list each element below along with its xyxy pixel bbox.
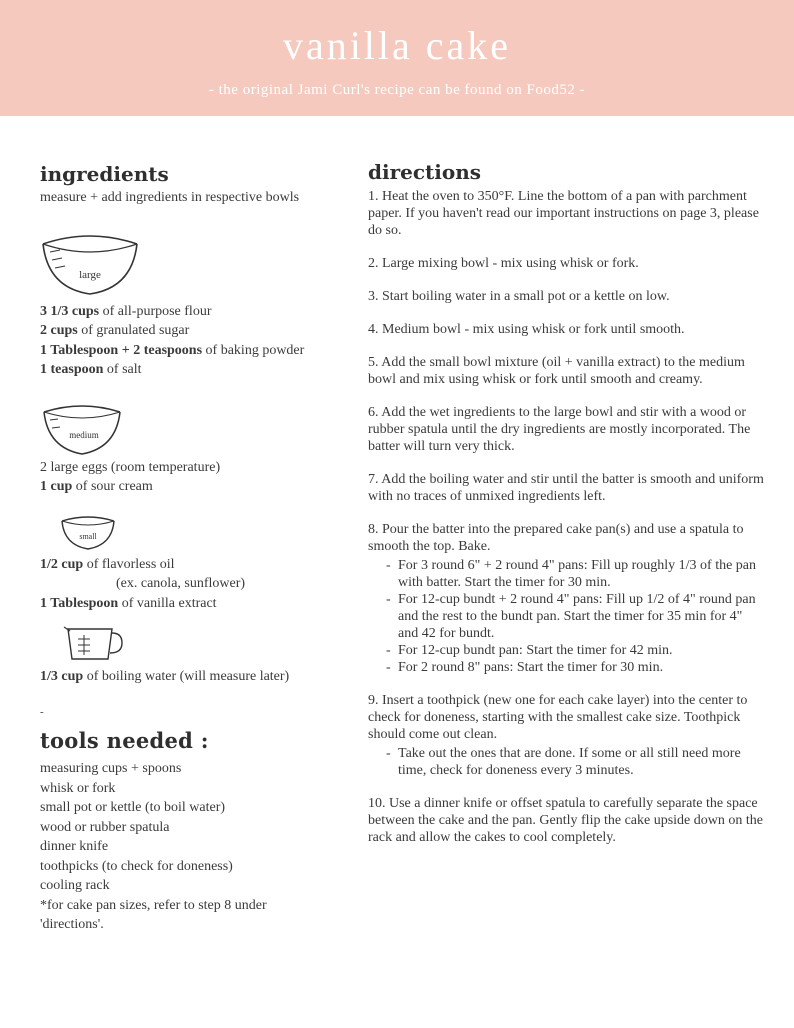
tool-item: measuring cups + spoons	[40, 761, 182, 776]
direction-step: 1. Heat the oven to 350°F. Line the bottom of a pan with parchment paper. If you haven't read our important instructions on page 3, please do so.	[368, 189, 759, 238]
ingredients-heading: ingredients	[40, 162, 169, 186]
title-banner	[0, 0, 794, 116]
tool-note: 'directions'.	[40, 917, 104, 932]
ingredient-line: (ex. canola, sunflower)	[116, 576, 246, 591]
step-sub-item: - For 12-cup bundt + 2 round 4" pans: Fill up 1/2 of 4" round pan and the rest to the bundt pan. Start the timer for 35 min for 4" and 42 for bundt.	[386, 592, 756, 641]
page-title: vanilla cake	[282, 23, 512, 68]
ingredient-line: 1 cup of sour cream	[40, 479, 153, 494]
tool-item: cooling rack	[40, 878, 110, 893]
small-bowl-label: small	[79, 531, 97, 541]
ingredient-line: 1 teaspoon of salt	[40, 362, 142, 377]
step-sub-item: - Take out the ones that are done. If some or all still need more time, check for doneness every 3 minutes.	[386, 746, 741, 778]
large-bowl-label: large	[79, 268, 101, 281]
direction-step: 5. Add the small bowl mixture (oil + vanilla extract) to the medium bowl and mix using whisk or fork until smooth and creamy.	[368, 355, 745, 387]
direction-step: 3. Start boiling water in a small pot or a kettle on low.	[368, 289, 670, 304]
ingredients-intro: measure + add ingredients in respective bowls	[40, 190, 300, 205]
direction-step: 6. Add the wet ingredients to the large bowl and stir with a wood or rubber spatula until the dry ingredients are mostly incorporated. The batter will turn very thick.	[368, 405, 751, 454]
direction-step-9	[368, 692, 764, 779]
separator-mark: -	[40, 705, 44, 718]
medium-bowl-icon	[40, 398, 124, 458]
measuring-cup-icon	[60, 623, 140, 663]
step-sub-item: - For 3 round 6" + 2 round 4" pans: Fill up roughly 1/3 of the pan with batter. Start the timer for 30 min.	[386, 558, 757, 590]
small-bowl-icon	[58, 511, 118, 551]
medium-bowl-label: medium	[69, 429, 99, 440]
ingredient-line: 3 1/3 cups of all-purpose flour	[40, 303, 212, 319]
tool-item: wood or rubber spatula	[40, 819, 170, 835]
large-bowl-icon	[40, 224, 140, 298]
direction-step: 8. Pour the batter into the prepared cake pan(s) and use a spatula to smooth the top. Bake.	[368, 522, 744, 554]
direction-step: 2. Large mixing bowl - mix using whisk or fork.	[368, 256, 639, 271]
ingredient-line: 1/2 cup of flavorless oil	[40, 556, 175, 572]
ingredients-column	[40, 162, 350, 935]
step-sub-item: - For 12-cup bundt pan: Start the timer for 42 min.	[386, 643, 673, 658]
direction-step: 4. Medium bowl - mix using whisk or fork until smooth.	[368, 322, 685, 337]
page-subtitle: - the original Jami Curl's recipe can be found on Food52 -	[208, 82, 586, 98]
direction-step: 9. Insert a toothpick (new one for each cake layer) into the center to check for doneness, starting with the smallest cake size. Toothpick should come out clean.	[368, 693, 748, 742]
tool-item: toothpicks (to check for doneness)	[40, 858, 233, 874]
tools-section	[40, 728, 350, 935]
direction-step: 7. Add the boiling water and stir until the batter is smooth and uniform with no traces of unmixed ingredients left.	[368, 472, 764, 504]
tool-item: small pot or kettle (to boil water)	[40, 800, 226, 815]
direction-step: 10. Use a dinner knife or offset spatula to carefully separate the space between the cake and the pan. Gently flip the cake upside down on the rack and allow the cakes to cool completely.	[368, 796, 763, 845]
ingredient-line: 2 cups of granulated sugar	[40, 323, 190, 338]
tool-note: *for cake pan sizes, refer to step 8 under	[40, 897, 267, 913]
step-sub-item: - For 2 round 8" pans: Start the timer for 30 min.	[386, 660, 664, 675]
ingredient-line: 2 large eggs (room temperature)	[40, 459, 221, 475]
directions-heading: directions	[368, 160, 481, 184]
ingredient-line: 1 Tablespoon of vanilla extract	[40, 595, 217, 611]
tool-item: dinner knife	[40, 839, 109, 854]
direction-step-8	[368, 521, 764, 676]
tool-item: whisk or fork	[40, 780, 116, 796]
directions-column	[368, 160, 764, 862]
tools-heading: tools needed :	[40, 728, 209, 753]
ingredient-line: 1/3 cup of boiling water (will measure later)	[40, 669, 290, 684]
ingredient-line: 1 Tablespoon + 2 teaspoons of baking powder	[40, 342, 305, 358]
